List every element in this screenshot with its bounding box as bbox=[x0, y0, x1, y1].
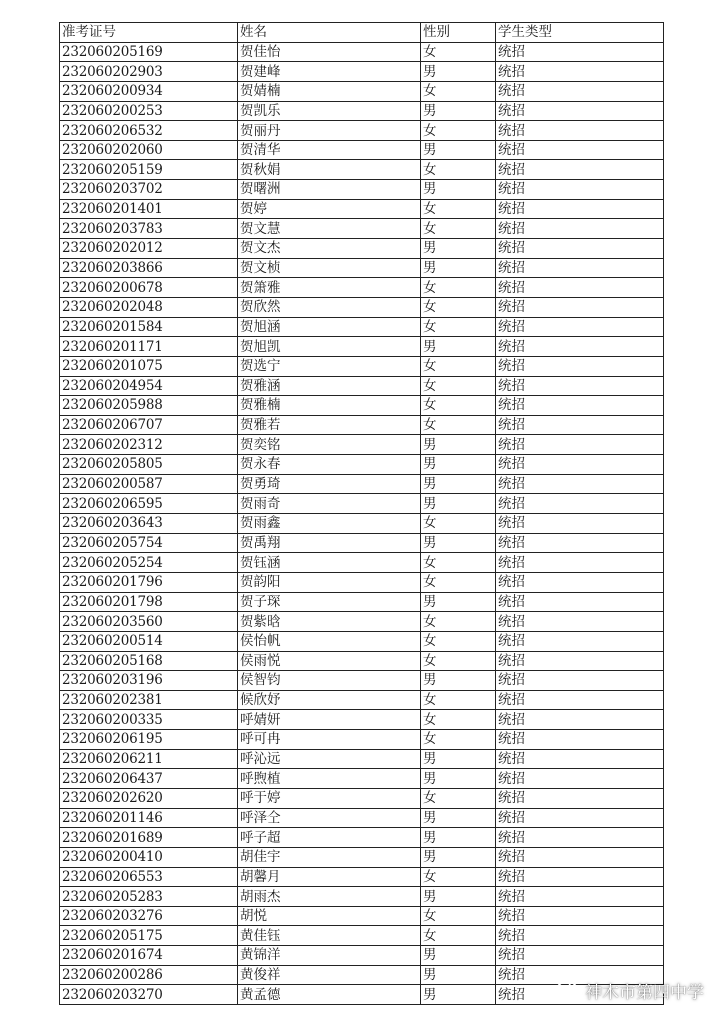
cell-name: 贺丽丹 bbox=[238, 121, 421, 141]
cell-student-type: 统招 bbox=[496, 239, 664, 259]
cell-student-type: 统招 bbox=[496, 946, 664, 966]
cell-student-type: 统招 bbox=[496, 985, 664, 1005]
cell-gender: 女 bbox=[421, 788, 496, 808]
cell-name: 贺清华 bbox=[238, 140, 421, 160]
cell-exam-id: 232060205254 bbox=[60, 553, 238, 573]
table-row bbox=[60, 828, 664, 848]
cell-exam-id: 232060200410 bbox=[60, 847, 238, 867]
cell-exam-id: 232060201796 bbox=[60, 572, 238, 592]
cell-gender: 女 bbox=[421, 867, 496, 887]
cell-exam-id: 232060206707 bbox=[60, 415, 238, 435]
table-row bbox=[60, 297, 664, 317]
cell-exam-id: 232060206437 bbox=[60, 769, 238, 789]
cell-name: 黄孟德 bbox=[238, 985, 421, 1005]
cell-exam-id: 232060202060 bbox=[60, 140, 238, 160]
cell-exam-id: 232060206195 bbox=[60, 730, 238, 750]
header-name: 姓名 bbox=[238, 23, 421, 43]
wechat-channel-icon bbox=[555, 979, 579, 1003]
header-gender: 性别 bbox=[421, 23, 496, 43]
cell-gender: 男 bbox=[421, 533, 496, 553]
table-row bbox=[60, 631, 664, 651]
cell-student-type: 统招 bbox=[496, 356, 664, 376]
cell-gender: 男 bbox=[421, 887, 496, 907]
cell-gender: 男 bbox=[421, 239, 496, 259]
table-row bbox=[60, 592, 664, 612]
cell-name: 贺勇琦 bbox=[238, 474, 421, 494]
cell-student-type: 统招 bbox=[496, 612, 664, 632]
table-row bbox=[60, 671, 664, 691]
cell-gender: 男 bbox=[421, 258, 496, 278]
cell-exam-id: 232060201171 bbox=[60, 337, 238, 357]
cell-gender: 男 bbox=[421, 337, 496, 357]
cell-gender: 女 bbox=[421, 121, 496, 141]
cell-student-type: 统招 bbox=[496, 788, 664, 808]
table-row bbox=[60, 847, 664, 867]
cell-exam-id: 232060201689 bbox=[60, 828, 238, 848]
cell-student-type: 统招 bbox=[496, 847, 664, 867]
cell-student-type: 统招 bbox=[496, 828, 664, 848]
cell-exam-id: 232060202312 bbox=[60, 435, 238, 455]
cell-exam-id: 232060201401 bbox=[60, 199, 238, 219]
cell-name: 呼泽仝 bbox=[238, 808, 421, 828]
cell-student-type: 统招 bbox=[496, 101, 664, 121]
cell-student-type: 统招 bbox=[496, 317, 664, 337]
cell-name: 贺箫雅 bbox=[238, 278, 421, 298]
cell-name: 贺紫晗 bbox=[238, 612, 421, 632]
cell-student-type: 统招 bbox=[496, 219, 664, 239]
cell-student-type: 统招 bbox=[496, 514, 664, 534]
cell-name: 贺雅楠 bbox=[238, 396, 421, 416]
cell-gender: 女 bbox=[421, 514, 496, 534]
table-row bbox=[60, 258, 664, 278]
cell-exam-id: 232060206532 bbox=[60, 121, 238, 141]
table-row bbox=[60, 219, 664, 239]
cell-exam-id: 232060205169 bbox=[60, 42, 238, 62]
table-row bbox=[60, 376, 664, 396]
table-row bbox=[60, 887, 664, 907]
cell-name: 贺文慧 bbox=[238, 219, 421, 239]
cell-name: 侯智钧 bbox=[238, 671, 421, 691]
cell-gender: 女 bbox=[421, 199, 496, 219]
table-row bbox=[60, 788, 664, 808]
table-row bbox=[60, 199, 664, 219]
cell-gender: 女 bbox=[421, 730, 496, 750]
cell-gender: 男 bbox=[421, 62, 496, 82]
cell-student-type: 统招 bbox=[496, 396, 664, 416]
cell-exam-id: 232060205168 bbox=[60, 651, 238, 671]
cell-student-type: 统招 bbox=[496, 81, 664, 101]
cell-student-type: 统招 bbox=[496, 690, 664, 710]
cell-name: 贺永春 bbox=[238, 455, 421, 475]
cell-student-type: 统招 bbox=[496, 651, 664, 671]
cell-name: 贺钰涵 bbox=[238, 553, 421, 573]
cell-gender: 男 bbox=[421, 769, 496, 789]
cell-student-type: 统招 bbox=[496, 494, 664, 514]
cell-gender: 女 bbox=[421, 651, 496, 671]
cell-exam-id: 232060200678 bbox=[60, 278, 238, 298]
watermark bbox=[555, 978, 704, 1003]
table-row bbox=[60, 612, 664, 632]
cell-student-type: 统招 bbox=[496, 180, 664, 200]
cell-exam-id: 232060206595 bbox=[60, 494, 238, 514]
cell-gender: 女 bbox=[421, 415, 496, 435]
table-row bbox=[60, 474, 664, 494]
cell-name: 贺曙洲 bbox=[238, 180, 421, 200]
cell-exam-id: 232060203866 bbox=[60, 258, 238, 278]
cell-name: 贺佳怡 bbox=[238, 42, 421, 62]
cell-exam-id: 232060202381 bbox=[60, 690, 238, 710]
cell-student-type: 统招 bbox=[496, 965, 664, 985]
table-row bbox=[60, 455, 664, 475]
admission-roster-table bbox=[59, 22, 664, 1005]
cell-name: 贺旭涵 bbox=[238, 317, 421, 337]
cell-exam-id: 232060202620 bbox=[60, 788, 238, 808]
watermark-text: 神木市第四中学 bbox=[585, 983, 704, 1003]
cell-exam-id: 232060206211 bbox=[60, 749, 238, 769]
table-row bbox=[60, 808, 664, 828]
cell-student-type: 统招 bbox=[496, 455, 664, 475]
cell-name: 贺建峰 bbox=[238, 62, 421, 82]
cell-exam-id: 232060200253 bbox=[60, 101, 238, 121]
cell-name: 侯雨悦 bbox=[238, 651, 421, 671]
cell-exam-id: 232060205175 bbox=[60, 926, 238, 946]
cell-student-type: 统招 bbox=[496, 887, 664, 907]
cell-name: 呼婧妍 bbox=[238, 710, 421, 730]
cell-exam-id: 232060200514 bbox=[60, 631, 238, 651]
cell-gender: 男 bbox=[421, 985, 496, 1005]
table-row bbox=[60, 730, 664, 750]
cell-name: 贺雅若 bbox=[238, 415, 421, 435]
cell-name: 候欣妤 bbox=[238, 690, 421, 710]
cell-name: 贺凯乐 bbox=[238, 101, 421, 121]
cell-gender: 女 bbox=[421, 42, 496, 62]
cell-exam-id: 232060201674 bbox=[60, 946, 238, 966]
cell-gender: 女 bbox=[421, 219, 496, 239]
cell-name: 贺子琛 bbox=[238, 592, 421, 612]
cell-exam-id: 232060200934 bbox=[60, 81, 238, 101]
cell-exam-id: 232060201798 bbox=[60, 592, 238, 612]
cell-exam-id: 232060203643 bbox=[60, 514, 238, 534]
cell-name: 贺文杰 bbox=[238, 239, 421, 259]
cell-gender: 男 bbox=[421, 808, 496, 828]
cell-exam-id: 232060203196 bbox=[60, 671, 238, 691]
cell-name: 贺选宁 bbox=[238, 356, 421, 376]
cell-exam-id: 232060203276 bbox=[60, 906, 238, 926]
table-row bbox=[60, 180, 664, 200]
cell-name: 贺雅涵 bbox=[238, 376, 421, 396]
cell-student-type: 统招 bbox=[496, 553, 664, 573]
cell-exam-id: 232060202903 bbox=[60, 62, 238, 82]
cell-gender: 男 bbox=[421, 946, 496, 966]
table-row bbox=[60, 42, 664, 62]
cell-exam-id: 232060200335 bbox=[60, 710, 238, 730]
cell-exam-id: 232060201146 bbox=[60, 808, 238, 828]
cell-name: 贺文桢 bbox=[238, 258, 421, 278]
cell-student-type: 统招 bbox=[496, 435, 664, 455]
header-exam-id: 准考证号 bbox=[60, 23, 238, 43]
cell-student-type: 统招 bbox=[496, 62, 664, 82]
table-row bbox=[60, 572, 664, 592]
cell-gender: 男 bbox=[421, 749, 496, 769]
cell-gender: 男 bbox=[421, 101, 496, 121]
cell-exam-id: 232060203270 bbox=[60, 985, 238, 1005]
table-row bbox=[60, 356, 664, 376]
table-row bbox=[60, 435, 664, 455]
table-row bbox=[60, 396, 664, 416]
cell-name: 侯怡帆 bbox=[238, 631, 421, 651]
cell-exam-id: 232060205159 bbox=[60, 160, 238, 180]
cell-exam-id: 232060205988 bbox=[60, 396, 238, 416]
cell-student-type: 统招 bbox=[496, 337, 664, 357]
cell-gender: 女 bbox=[421, 278, 496, 298]
cell-student-type: 统招 bbox=[496, 769, 664, 789]
cell-student-type: 统招 bbox=[496, 730, 664, 750]
cell-gender: 男 bbox=[421, 828, 496, 848]
cell-gender: 女 bbox=[421, 356, 496, 376]
table-row bbox=[60, 514, 664, 534]
table-row bbox=[60, 62, 664, 82]
table-row bbox=[60, 317, 664, 337]
cell-student-type: 统招 bbox=[496, 533, 664, 553]
cell-gender: 女 bbox=[421, 81, 496, 101]
table-row bbox=[60, 926, 664, 946]
cell-student-type: 统招 bbox=[496, 160, 664, 180]
cell-name: 呼于婷 bbox=[238, 788, 421, 808]
cell-name: 呼子超 bbox=[238, 828, 421, 848]
cell-student-type: 统招 bbox=[496, 749, 664, 769]
cell-name: 呼煦植 bbox=[238, 769, 421, 789]
table-row bbox=[60, 121, 664, 141]
cell-gender: 男 bbox=[421, 435, 496, 455]
cell-gender: 男 bbox=[421, 671, 496, 691]
cell-student-type: 统招 bbox=[496, 631, 664, 651]
cell-gender: 男 bbox=[421, 180, 496, 200]
cell-gender: 女 bbox=[421, 690, 496, 710]
cell-gender: 女 bbox=[421, 396, 496, 416]
header-student-type: 学生类型 bbox=[496, 23, 664, 43]
cell-gender: 男 bbox=[421, 494, 496, 514]
cell-name: 黄佳钰 bbox=[238, 926, 421, 946]
cell-student-type: 统招 bbox=[496, 258, 664, 278]
table-header-row bbox=[60, 23, 664, 43]
cell-name: 呼可冉 bbox=[238, 730, 421, 750]
cell-name: 贺旭凯 bbox=[238, 337, 421, 357]
cell-student-type: 统招 bbox=[496, 121, 664, 141]
table-row bbox=[60, 415, 664, 435]
table-row bbox=[60, 867, 664, 887]
cell-name: 贺奕铭 bbox=[238, 435, 421, 455]
cell-student-type: 统招 bbox=[496, 376, 664, 396]
cell-gender: 女 bbox=[421, 317, 496, 337]
cell-gender: 男 bbox=[421, 965, 496, 985]
cell-gender: 女 bbox=[421, 926, 496, 946]
cell-gender: 女 bbox=[421, 906, 496, 926]
table-row bbox=[60, 749, 664, 769]
cell-name: 贺婧楠 bbox=[238, 81, 421, 101]
cell-name: 贺雨奇 bbox=[238, 494, 421, 514]
cell-student-type: 统招 bbox=[496, 42, 664, 62]
cell-student-type: 统招 bbox=[496, 808, 664, 828]
table-row bbox=[60, 710, 664, 730]
cell-student-type: 统招 bbox=[496, 199, 664, 219]
cell-name: 胡佳宇 bbox=[238, 847, 421, 867]
table-row bbox=[60, 690, 664, 710]
cell-name: 黄锦洋 bbox=[238, 946, 421, 966]
cell-student-type: 统招 bbox=[496, 297, 664, 317]
cell-exam-id: 232060204954 bbox=[60, 376, 238, 396]
cell-name: 胡雨杰 bbox=[238, 887, 421, 907]
cell-name: 胡悦 bbox=[238, 906, 421, 926]
cell-gender: 女 bbox=[421, 612, 496, 632]
cell-exam-id: 232060202048 bbox=[60, 297, 238, 317]
table-row bbox=[60, 906, 664, 926]
table-row bbox=[60, 651, 664, 671]
cell-gender: 女 bbox=[421, 297, 496, 317]
cell-student-type: 统招 bbox=[496, 671, 664, 691]
table-row bbox=[60, 553, 664, 573]
cell-exam-id: 232060200286 bbox=[60, 965, 238, 985]
table-row bbox=[60, 278, 664, 298]
cell-name: 贺禹翔 bbox=[238, 533, 421, 553]
cell-student-type: 统招 bbox=[496, 926, 664, 946]
table-row bbox=[60, 769, 664, 789]
cell-student-type: 统招 bbox=[496, 474, 664, 494]
cell-gender: 女 bbox=[421, 553, 496, 573]
cell-gender: 女 bbox=[421, 160, 496, 180]
cell-exam-id: 232060205283 bbox=[60, 887, 238, 907]
table-row bbox=[60, 337, 664, 357]
cell-student-type: 统招 bbox=[496, 572, 664, 592]
cell-student-type: 统招 bbox=[496, 140, 664, 160]
cell-exam-id: 232060203783 bbox=[60, 219, 238, 239]
cell-gender: 女 bbox=[421, 376, 496, 396]
cell-exam-id: 232060202012 bbox=[60, 239, 238, 259]
cell-exam-id: 232060203560 bbox=[60, 612, 238, 632]
cell-exam-id: 232060200587 bbox=[60, 474, 238, 494]
table-row bbox=[60, 239, 664, 259]
cell-name: 贺韵阳 bbox=[238, 572, 421, 592]
cell-exam-id: 232060205754 bbox=[60, 533, 238, 553]
cell-gender: 男 bbox=[421, 140, 496, 160]
table-row bbox=[60, 160, 664, 180]
cell-student-type: 统招 bbox=[496, 592, 664, 612]
cell-name: 贺雨鑫 bbox=[238, 514, 421, 534]
cell-name: 呼沁远 bbox=[238, 749, 421, 769]
cell-gender: 男 bbox=[421, 455, 496, 475]
table-row bbox=[60, 140, 664, 160]
cell-name: 贺婷 bbox=[238, 199, 421, 219]
cell-student-type: 统招 bbox=[496, 906, 664, 926]
cell-gender: 男 bbox=[421, 847, 496, 867]
cell-student-type: 统招 bbox=[496, 278, 664, 298]
cell-gender: 男 bbox=[421, 592, 496, 612]
table-row bbox=[60, 81, 664, 101]
cell-name: 贺欣然 bbox=[238, 297, 421, 317]
cell-name: 贺秋娟 bbox=[238, 160, 421, 180]
table-row bbox=[60, 101, 664, 121]
cell-exam-id: 232060203702 bbox=[60, 180, 238, 200]
cell-student-type: 统招 bbox=[496, 867, 664, 887]
table-row bbox=[60, 533, 664, 553]
cell-exam-id: 232060201584 bbox=[60, 317, 238, 337]
cell-exam-id: 232060206553 bbox=[60, 867, 238, 887]
cell-gender: 男 bbox=[421, 474, 496, 494]
table-row bbox=[60, 946, 664, 966]
cell-student-type: 统招 bbox=[496, 415, 664, 435]
table-row bbox=[60, 494, 664, 514]
table-body bbox=[60, 42, 664, 1004]
cell-name: 黄俊祥 bbox=[238, 965, 421, 985]
cell-gender: 女 bbox=[421, 572, 496, 592]
cell-gender: 女 bbox=[421, 710, 496, 730]
cell-gender: 女 bbox=[421, 631, 496, 651]
cell-name: 胡馨月 bbox=[238, 867, 421, 887]
cell-exam-id: 232060205805 bbox=[60, 455, 238, 475]
cell-exam-id: 232060201075 bbox=[60, 356, 238, 376]
cell-student-type: 统招 bbox=[496, 710, 664, 730]
